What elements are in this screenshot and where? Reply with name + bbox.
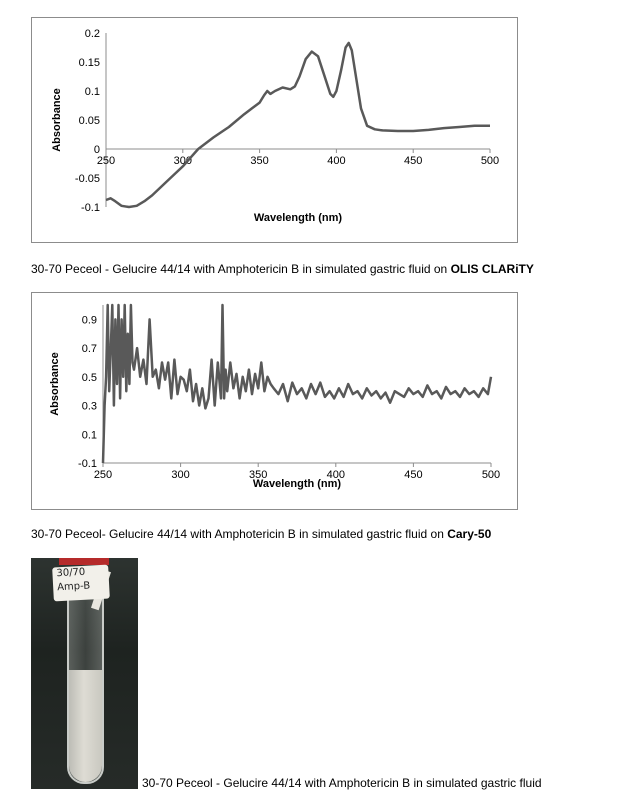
y-tick-label: 0.05 xyxy=(78,115,100,127)
y-tick-label: 0.5 xyxy=(81,371,97,384)
x-tick-label: 500 xyxy=(481,469,501,481)
y-tick-label: -0.1 xyxy=(81,202,100,214)
caption-olis-text: 30-70 Peceol - Gelucire 44/14 with Amphotericin B in simulated gastric fluid on xyxy=(31,262,451,276)
x-tick-label: 350 xyxy=(249,469,268,481)
caption-olis-instrument: OLIS CLARiTY xyxy=(450,262,534,276)
y-tick-label: -0.1 xyxy=(78,458,97,470)
y-tick-label: 0.7 xyxy=(81,343,97,356)
caption-cary-50 xyxy=(31,527,491,541)
cary-50-chart xyxy=(31,292,518,510)
chart2-plot xyxy=(32,293,517,509)
x-tick-label: 350 xyxy=(250,155,269,167)
caption-photo: 30-70 Peceol - Gelucire 44/14 with Amphotericin B in simulated gastric fluid xyxy=(142,776,542,790)
tube-liquid xyxy=(69,670,102,782)
x-tick-label: 300 xyxy=(173,155,192,167)
chart1-plot xyxy=(32,18,517,242)
test-tube-photo xyxy=(31,558,138,789)
x-tick-label: 250 xyxy=(93,469,113,481)
y-tick-label: 0.15 xyxy=(78,57,100,69)
tube-label-line1: 30/70 xyxy=(56,566,86,580)
y-axis-title: Absorbance xyxy=(51,88,63,152)
y-tick-label: 0 xyxy=(93,144,100,156)
tube-label xyxy=(52,565,110,602)
x-tick-label: 450 xyxy=(404,155,423,167)
y-tick-label: 0.2 xyxy=(84,28,100,40)
x-axis-title: Wavelength (nm) xyxy=(253,212,343,224)
x-tick-label: 500 xyxy=(480,155,500,167)
absorbance-series-line xyxy=(106,43,490,207)
y-tick-label: 0.1 xyxy=(84,86,100,98)
olis-clarity-chart xyxy=(31,17,518,243)
y-tick-label: 0.9 xyxy=(81,314,97,327)
x-tick-label: 300 xyxy=(171,469,190,481)
y-tick-label: 0.1 xyxy=(81,429,97,442)
y-axis-title: Absorbance xyxy=(49,352,61,416)
x-axis-title: Wavelength (nm) xyxy=(252,478,342,490)
tube-label-line2: Amp-B xyxy=(56,580,91,594)
absorbance-series-line xyxy=(103,305,491,463)
x-tick-label: 400 xyxy=(326,469,345,481)
caption-cary-text: 30-70 Peceol- Gelucire 44/14 with Amphotericin B in simulated gastric fluid on xyxy=(31,527,448,541)
y-tick-label: -0.05 xyxy=(74,173,100,185)
caption-cary-instrument: Cary-50 xyxy=(447,527,492,541)
y-tick-label: 0.3 xyxy=(81,400,97,413)
x-tick-label: 250 xyxy=(96,155,116,167)
x-tick-label: 400 xyxy=(327,155,346,167)
x-tick-label: 450 xyxy=(404,469,423,481)
caption-olis-clarity xyxy=(31,262,534,276)
